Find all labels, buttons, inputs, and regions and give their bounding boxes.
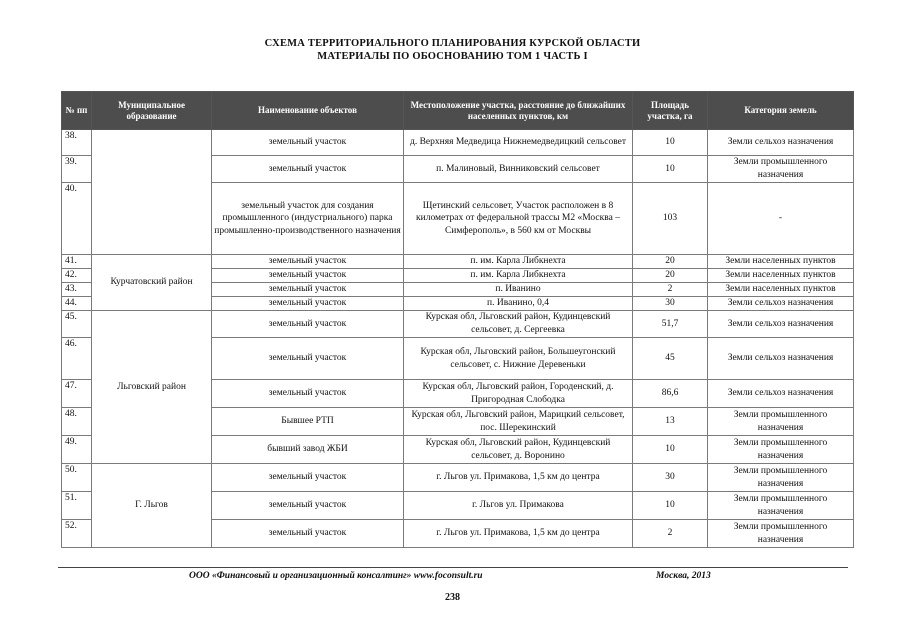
object-cell: земельный участок <box>212 338 404 380</box>
object-cell: земельный участок для создания промышленного (индустриального) парка промышленно-производственного назначения <box>212 183 404 255</box>
object-cell: земельный участок <box>212 380 404 408</box>
location-cell: п. Малиновый, Винниковский сельсовет <box>404 156 633 183</box>
column-header-number: № пп <box>62 92 92 130</box>
area-cell: 10 <box>633 492 708 520</box>
object-cell: земельный участок <box>212 130 404 156</box>
object-cell: земельный участок <box>212 255 404 269</box>
object-cell: бывший завод ЖБИ <box>212 436 404 464</box>
row-number: 46. <box>62 338 92 380</box>
area-cell: 13 <box>633 408 708 436</box>
area-cell: 103 <box>633 183 708 255</box>
location-cell: п. им. Карла Либкнехта <box>404 269 633 283</box>
row-number: 44. <box>62 297 92 311</box>
object-cell: земельный участок <box>212 156 404 183</box>
category-cell: Земли сельхоз назначения <box>708 130 854 156</box>
object-cell: земельный участок <box>212 283 404 297</box>
municipality-cell: Курчатовский район <box>92 255 212 311</box>
area-cell: 86,6 <box>633 380 708 408</box>
column-header-municipality: Муниципальное образование <box>92 92 212 130</box>
category-cell: Земли промышленного назначения <box>708 492 854 520</box>
category-cell: Земли населенных пунктов <box>708 283 854 297</box>
location-cell: Курская обл, Льговский район, Марицкий сельсовет, пос. Шерекинский <box>404 408 633 436</box>
location-cell: Курская обл, Льговский район, Городенский, д. Пригородная Слободка <box>404 380 633 408</box>
object-cell: земельный участок <box>212 311 404 338</box>
row-number: 51. <box>62 492 92 520</box>
object-cell: земельный участок <box>212 269 404 283</box>
object-cell: Бывшее РТП <box>212 408 404 436</box>
row-number: 49. <box>62 436 92 464</box>
table-row <box>62 311 854 338</box>
area-cell: 30 <box>633 464 708 492</box>
row-number: 39. <box>62 156 92 183</box>
row-number: 42. <box>62 269 92 283</box>
location-cell: п. им. Карла Либкнехта <box>404 255 633 269</box>
row-number: 52. <box>62 520 92 548</box>
category-cell: Земли промышленного назначения <box>708 464 854 492</box>
page-number: 238 <box>445 592 460 603</box>
category-cell: Земли населенных пунктов <box>708 269 854 283</box>
row-number: 45. <box>62 311 92 338</box>
row-number: 48. <box>62 408 92 436</box>
category-cell: Земли промышленного назначения <box>708 436 854 464</box>
header-subtitle: МАТЕРИАЛЫ ПО ОБОСНОВАНИЮ ТОМ 1 ЧАСТЬ I <box>317 51 588 62</box>
municipality-cell-empty <box>92 130 212 255</box>
table-header-row <box>62 92 854 130</box>
footer-company: ООО «Финансовый и организационный консалтинг» www.foconsult.ru <box>189 571 483 581</box>
location-cell: п. Иванино <box>404 283 633 297</box>
category-cell: Земли населенных пунктов <box>708 255 854 269</box>
area-cell: 20 <box>633 269 708 283</box>
footer-city-year: Москва, 2013 <box>656 571 711 581</box>
area-cell: 2 <box>633 520 708 548</box>
area-cell: 10 <box>633 156 708 183</box>
category-cell: Земли сельхоз назначения <box>708 380 854 408</box>
land-plots-table <box>61 91 854 548</box>
row-number: 40. <box>62 183 92 255</box>
municipality-cell: Г. Льгов <box>92 464 212 548</box>
area-cell: 45 <box>633 338 708 380</box>
row-number: 43. <box>62 283 92 297</box>
area-cell: 20 <box>633 255 708 269</box>
location-cell: Курская обл, Льговский район, Кудинцевский сельсовет, д. Сергеевка <box>404 311 633 338</box>
municipality-cell: Льговский район <box>92 311 212 464</box>
row-number: 38. <box>62 130 92 156</box>
column-header-object: Наименование объектов <box>212 92 404 130</box>
column-header-area: Площадь участка, га <box>633 92 708 130</box>
area-cell: 10 <box>633 130 708 156</box>
object-cell: земельный участок <box>212 464 404 492</box>
location-cell: г. Льгов ул. Примакова, 1,5 км до центра <box>404 464 633 492</box>
object-cell: земельный участок <box>212 297 404 311</box>
category-cell: Земли сельхоз назначения <box>708 311 854 338</box>
column-header-location: Местоположение участка, расстояние до ближайших населенных пунктов, км <box>404 92 633 130</box>
table-row <box>62 464 854 492</box>
footer-divider <box>58 567 848 568</box>
object-cell: земельный участок <box>212 520 404 548</box>
location-cell: Курская обл, Льговский район, Кудинцевский сельсовет, д. Воронино <box>404 436 633 464</box>
row-number: 47. <box>62 380 92 408</box>
category-cell: Земли сельхоз назначения <box>708 338 854 380</box>
location-cell: п. Иванино, 0,4 <box>404 297 633 311</box>
category-cell: Земли промышленного назначения <box>708 520 854 548</box>
category-cell: Земли сельхоз назначения <box>708 297 854 311</box>
location-cell: г. Льгов ул. Примакова <box>404 492 633 520</box>
table-row <box>62 255 854 269</box>
row-number: 41. <box>62 255 92 269</box>
location-cell: д. Верхняя Медведица Нижнемедведицкий сельсовет <box>404 130 633 156</box>
category-cell: - <box>708 183 854 255</box>
location-cell: Щетинский сельсовет, Участок расположен в 8 километрах от федеральной трассы М2 «Москва – Симферополь», в 560 км от Москвы <box>404 183 633 255</box>
object-cell: земельный участок <box>212 492 404 520</box>
category-cell: Земли промышленного назначения <box>708 408 854 436</box>
location-cell: г. Льгов ул. Примакова, 1,5 км до центра <box>404 520 633 548</box>
area-cell: 30 <box>633 297 708 311</box>
area-cell: 2 <box>633 283 708 297</box>
header-title: СХЕМА ТЕРРИТОРИАЛЬНОГО ПЛАНИРОВАНИЯ КУРСКОЙ ОБЛАСТИ <box>264 38 641 49</box>
location-cell: Курская обл, Льговский район, Большеугонский сельсовет, с. Нижние Деревеньки <box>404 338 633 380</box>
column-header-category: Категория земель <box>708 92 854 130</box>
area-cell: 51,7 <box>633 311 708 338</box>
row-number: 50. <box>62 464 92 492</box>
category-cell: Земли промышленного назначения <box>708 156 854 183</box>
document-header <box>0 37 905 63</box>
table-row <box>62 130 854 156</box>
area-cell: 10 <box>633 436 708 464</box>
